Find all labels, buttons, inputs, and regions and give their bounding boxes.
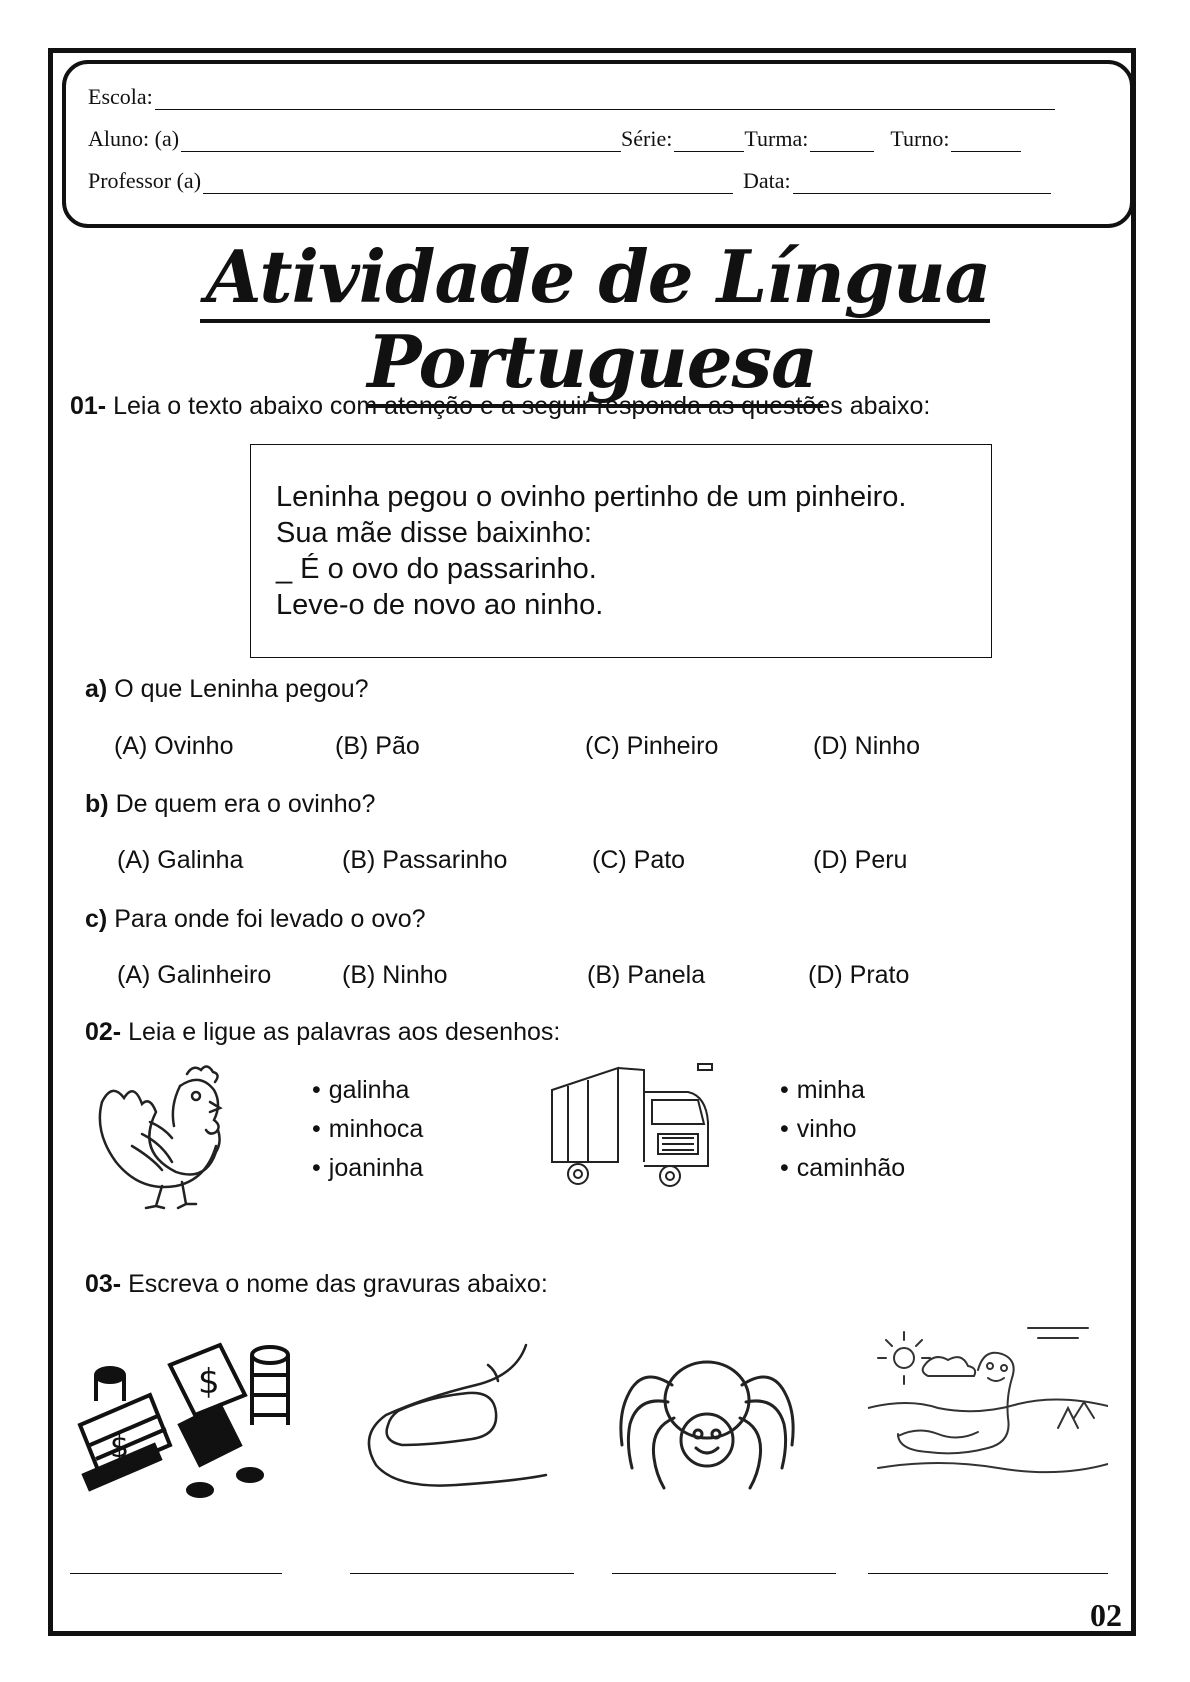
question-b: b) De quem era o ovinho? <box>85 790 376 818</box>
question-c: c) Para onde foi levado o ovo? <box>85 905 426 933</box>
teacher-label: Professor (a) <box>88 168 202 193</box>
word-list-2 <box>780 1071 905 1188</box>
student-field[interactable] <box>181 133 621 152</box>
word-item[interactable]: • caminhão <box>780 1149 905 1188</box>
text-line: Leve-o de novo ao ninho. <box>276 589 604 621</box>
page-title: Atividade de Língua Portuguesa <box>0 234 1190 404</box>
svg-text:$: $ <box>110 1430 130 1465</box>
grade-field[interactable] <box>674 133 744 152</box>
fingernail-drawing <box>358 1335 548 1495</box>
word-item[interactable]: • vinho <box>780 1110 905 1149</box>
student-row <box>88 126 1021 152</box>
option-c-B[interactable]: (B) Ninho <box>342 961 448 989</box>
q02-instruction: 02- Leia e ligue as palavras aos desenhos: <box>85 1018 561 1046</box>
money-drawing <box>70 1335 295 1505</box>
teacher-row <box>88 168 1051 194</box>
option-c-A[interactable]: (A) Galinheiro <box>117 961 272 989</box>
text-line: Sua mãe disse baixinho: <box>276 517 592 549</box>
reading-text-box <box>250 444 992 658</box>
teacher-field[interactable] <box>203 175 733 194</box>
grade-label: Série: <box>621 126 673 151</box>
word-item[interactable]: • galinha <box>312 1071 423 1110</box>
school-field[interactable] <box>155 91 1055 110</box>
school-row <box>88 84 1055 110</box>
header-box <box>62 60 1134 228</box>
option-a-C[interactable]: (C) Pinheiro <box>585 732 719 760</box>
option-a-B[interactable]: (B) Pão <box>335 732 420 760</box>
q01-instruction: 01- Leia o texto abaixo com atenção e a seguir responda as questões abaixo: <box>70 392 931 420</box>
page-number: 02 <box>1090 1597 1122 1633</box>
class-field[interactable] <box>810 133 874 152</box>
option-b-C[interactable]: (C) Pato <box>592 846 686 874</box>
answer-line-3[interactable] <box>612 1573 836 1574</box>
svg-text:$: $ <box>198 1362 220 1402</box>
date-label: Data: <box>743 168 791 193</box>
option-b-A[interactable]: (A) Galinha <box>117 846 244 874</box>
question-a: a) O que Leninha pegou? <box>85 675 369 703</box>
option-b-B[interactable]: (B) Passarinho <box>342 846 508 874</box>
word-item[interactable]: • minhoca <box>312 1110 423 1149</box>
student-label: Aluno: (a) <box>88 126 180 151</box>
shift-field[interactable] <box>951 133 1021 152</box>
option-b-D[interactable]: (D) Peru <box>813 846 908 874</box>
class-label: Turma: <box>744 126 809 151</box>
worm-drawing <box>868 1318 1108 1498</box>
word-list-1 <box>312 1071 423 1188</box>
school-label: Escola: <box>88 84 153 109</box>
option-a-D[interactable]: (D) Ninho <box>813 732 920 760</box>
answer-line-4[interactable] <box>868 1573 1108 1574</box>
q03-instruction: 03- Escreva o nome das gravuras abaixo: <box>85 1270 548 1298</box>
hen-drawing <box>92 1062 232 1212</box>
shift-label: Turno: <box>890 126 950 151</box>
option-c-C[interactable]: (B) Panela <box>587 961 706 989</box>
date-field[interactable] <box>793 175 1051 194</box>
option-a-A[interactable]: (A) Ovinho <box>114 732 234 760</box>
text-line: _ É o ovo do passarinho. <box>276 553 597 585</box>
truck-drawing <box>548 1062 718 1192</box>
word-item[interactable]: • minha <box>780 1071 905 1110</box>
answer-line-1[interactable] <box>70 1573 282 1574</box>
text-line: Leninha pegou o ovinho pertinho de um pinheiro. <box>276 481 907 513</box>
option-c-D[interactable]: (D) Prato <box>808 961 910 989</box>
spider-drawing <box>612 1330 802 1500</box>
word-item[interactable]: • joaninha <box>312 1149 423 1188</box>
answer-line-2[interactable] <box>350 1573 574 1574</box>
